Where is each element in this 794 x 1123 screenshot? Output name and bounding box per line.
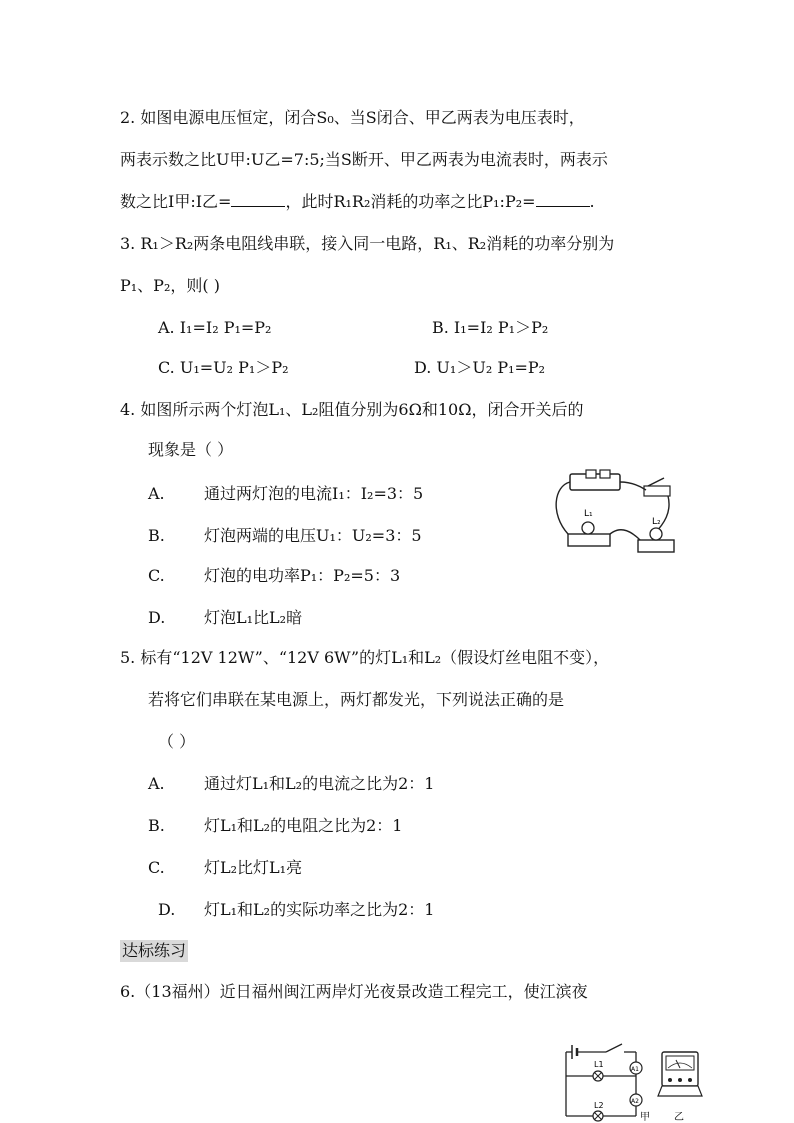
battery-cell <box>586 470 596 478</box>
q4-option-b-text: 灯泡两端的电压U₁：U₂=3：5 <box>204 526 422 545</box>
q4-option-c-text: 灯泡的电功率P₁：P₂=5：3 <box>204 566 401 585</box>
q6-line-1: 6.（13福州）近日福州闽江两岸灯光夜景改造工程完工，使江滨夜 <box>120 982 588 1001</box>
lamp-holder-l1 <box>568 534 610 546</box>
fig-label-jia: 甲 <box>640 1112 650 1122</box>
answer-blank-2 <box>536 192 590 207</box>
q2-line-3-b: ，此时R₁R₂消耗的功率之比P₁:P₂= <box>285 192 536 211</box>
answer-blank-1 <box>231 192 285 207</box>
q3-option-b: B. I₁=I₂ P₁＞P₂ <box>432 318 549 337</box>
q2-line-3 <box>120 192 595 212</box>
q5-option-b-letter: B. <box>148 816 165 835</box>
q2-line-2: 两表示数之比U甲:U乙=7:5;当S断开、甲乙两表为电流表时，两表示 <box>120 150 608 169</box>
q3-option-a: A. I₁=I₂ P₁=P₂ <box>158 318 272 337</box>
lamp-holder-l2 <box>638 540 674 552</box>
q2-line-3-a: 数之比I甲:I乙= <box>120 192 232 211</box>
q3-line-2: P₁、P₂，则( ) <box>120 276 220 295</box>
q4-line-1: 4. 如图所示两个灯泡L₁、L₂阻值分别为6Ω和10Ω，闭合开关后的 <box>120 400 584 419</box>
q4-option-a-text: 通过两灯泡的电流I₁：I₂=3：5 <box>204 484 424 503</box>
fig-label-yi: 乙 <box>674 1112 684 1122</box>
wire <box>606 530 640 540</box>
q6-circuit-figure <box>560 1040 710 1122</box>
q4-circuit-figure <box>548 468 678 560</box>
q5-line-2: 若将它们串联在某电源上，两灯都发光，下列说法正确的是 <box>148 690 565 709</box>
q4-option-d-letter: D. <box>148 608 166 627</box>
q5-option-d-text: 灯L₁和L₂的实际功率之比为2：1 <box>204 900 435 919</box>
q3-line-1: 3. R₁＞R₂两条电阻线串联，接入同一电路，R₁、R₂消耗的功率分别为 <box>120 234 615 253</box>
q5-line-3: （ ） <box>158 732 196 751</box>
meter-terminal <box>688 1078 692 1082</box>
fig-label-a1: A1 <box>631 1066 639 1073</box>
battery-cell <box>600 470 610 478</box>
q3-option-d: D. U₁＞U₂ P₁=P₂ <box>414 358 546 377</box>
meter-terminal <box>678 1078 682 1082</box>
section-title: 达标练习 <box>122 941 187 960</box>
fig-label-l2: L₂ <box>652 517 661 527</box>
meter-base <box>658 1086 702 1096</box>
switch-base <box>644 486 670 496</box>
q5-option-c-letter: C. <box>148 858 165 877</box>
fig-label-l1: L1 <box>594 1060 604 1069</box>
fig-label-l2: L2 <box>594 1101 604 1110</box>
q4-option-b-letter: B. <box>148 526 165 545</box>
wire <box>556 482 570 534</box>
q5-line-1: 5. 标有“12V 12W”、“12V 6W”的灯L₁和L₂（假设灯丝电阻不变）， <box>120 648 610 667</box>
wire <box>620 482 646 490</box>
fig-label-a2: A2 <box>631 1098 639 1105</box>
q4-option-d-text: 灯泡L₁比L₂暗 <box>204 608 303 627</box>
q2-line-3-c: . <box>589 192 595 211</box>
bulb-l2-icon <box>650 528 662 540</box>
switch-lever <box>648 478 664 486</box>
q4-option-c-letter: C. <box>148 566 165 585</box>
q5-option-b-text: 灯L₁和L₂的电阻之比为2：1 <box>204 816 403 835</box>
meter-terminal <box>668 1078 672 1082</box>
q5-option-a-letter: A. <box>148 774 165 793</box>
q4-line-2: 现象是（ ） <box>148 440 234 459</box>
q5-option-d-letter: D. <box>158 900 176 919</box>
q5-option-a-text: 通过灯L₁和L₂的电流之比为2：1 <box>204 774 435 793</box>
fig-label-l1: L₁ <box>584 509 593 519</box>
q4-option-a-letter: A. <box>148 484 165 503</box>
q3-option-c: C. U₁=U₂ P₁＞P₂ <box>158 358 289 377</box>
bulb-l1-icon <box>582 522 594 534</box>
q5-option-c-text: 灯L₂比灯L₁亮 <box>204 858 303 877</box>
switch-lever <box>606 1044 622 1052</box>
q2-line-1: 2. 如图电源电压恒定，闭合S₀、当S闭合、甲乙两表为电压表时， <box>120 108 585 127</box>
